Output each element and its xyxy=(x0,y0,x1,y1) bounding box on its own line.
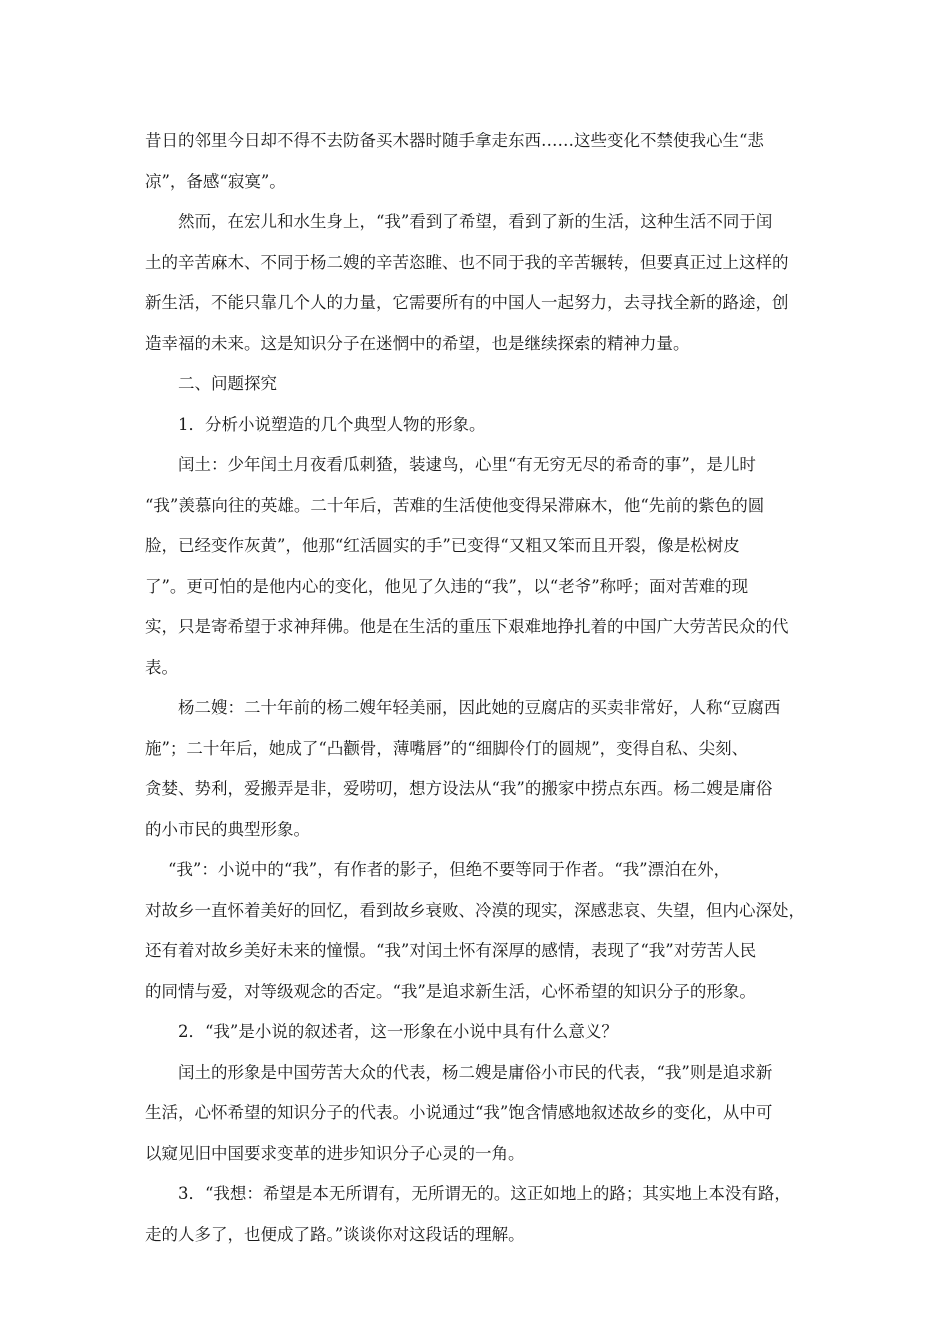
document-body xyxy=(145,121,810,1255)
text-line: “我”：小说中的“我”，有作者的影子，但绝不要等同于作者。“我”漂泊在外， xyxy=(168,860,731,879)
text-line: 的同情与爱，对等级观念的否定。“我”是追求新生活，心怀希望的知识分子的形象。 xyxy=(145,981,756,1001)
text-line: 了”。更可怕的是他内心的变化，他见了久违的“我”，以“老爷”称呼；面对苦难的现 xyxy=(145,576,749,596)
text-line: 对故乡一直怀着美好的回忆，看到故乡衰败、冷漠的现实，深感悲哀、失望，但内心深处， xyxy=(145,900,805,920)
text-line: 的小市民的典型形象。 xyxy=(145,819,310,839)
text-line: 闰土的形象是中国劳苦大众的代表，杨二嫂是庸俗小市民的代表，“我”则是追求新 xyxy=(178,1062,773,1082)
text-line: 土的辛苦麻木、不同于杨二嫂的辛苦恣睢、也不同于我的辛苦辗转，但要真正过上这样的 xyxy=(145,252,789,272)
question-heading: 2．“我”是小说的叙述者，这一形象在小说中具有什么意义？ xyxy=(178,1022,618,1041)
text-line: 闰土：少年闰土月夜看瓜刺猹，装逮鸟，心里“有无穷无尽的希奇的事”，是儿时 xyxy=(178,455,756,474)
text-line: 生活，心怀希望的知识分子的代表。小说通过“我”饱含情感地叙述故乡的变化，从中可 xyxy=(145,1103,773,1122)
text-line: 杨二嫂：二十年前的杨二嫂年轻美丽，因此她的豆腐店的买卖非常好，人称“豆腐西 xyxy=(178,698,781,717)
text-line: 施”；二十年后，她成了“凸颧骨，薄嘴唇”的“细脚伶仃的圆规”，变得自私、尖刻、 xyxy=(145,738,749,758)
section-heading: 二、问题探究 xyxy=(178,374,277,393)
text-line: 走的人多了，也便成了路。”谈谈你对这段话的理解。 xyxy=(145,1224,525,1244)
text-line: 然而，在宏儿和水生身上，“我”看到了希望，看到了新的生活，这种生活不同于闰 xyxy=(178,212,773,231)
text-line: 实，只是寄希望于求神拜佛。他是在生活的重压下艰难地挣扎着的中国广大劳苦民众的代 xyxy=(145,617,789,636)
text-line: 以窥见旧中国要求变革的进步知识分子心灵的一角。 xyxy=(145,1143,525,1163)
question-heading: 1．分析小说塑造的几个典型人物的形象。 xyxy=(178,414,486,434)
text-line: 还有着对故乡美好未来的憧憬。“我”对闰土怀有深厚的感情，表现了“我”对劳苦人民 xyxy=(145,941,757,960)
text-line: 表。 xyxy=(145,657,178,677)
text-line: “我”羡慕向往的英雄。二十年后，苦难的生活使他变得呆滞麻木，他“先前的紫色的圆 xyxy=(145,495,765,515)
text-line: 脸，已经变作灰黄”，他那“红活圆实的手”已变得“又粗又笨而且开裂，像是松树皮 xyxy=(145,536,740,555)
question-heading: 3．“我想：希望是本无所谓有，无所谓无的。这正如地上的路；其实地上本没有路， xyxy=(178,1184,791,1203)
text-line: 昔日的邻里今日却不得不去防备买木器时随手拿走东西……这些变化不禁使我心生“悲 xyxy=(145,131,764,150)
text-line: 贪婪、势利，爱搬弄是非，爱唠叨，想方设法从“我”的搬家中捞点东西。杨二嫂是庸俗 xyxy=(145,779,773,798)
text-line: 凉”，备感“寂寞”。 xyxy=(145,171,286,191)
text-line: 新生活，不能只靠几个人的力量，它需要所有的中国人一起努力，去寻找全新的路途，创 xyxy=(145,293,789,312)
text-line: 造幸福的未来。这是知识分子在迷惘中的希望，也是继续探索的精神力量。 xyxy=(145,333,690,353)
